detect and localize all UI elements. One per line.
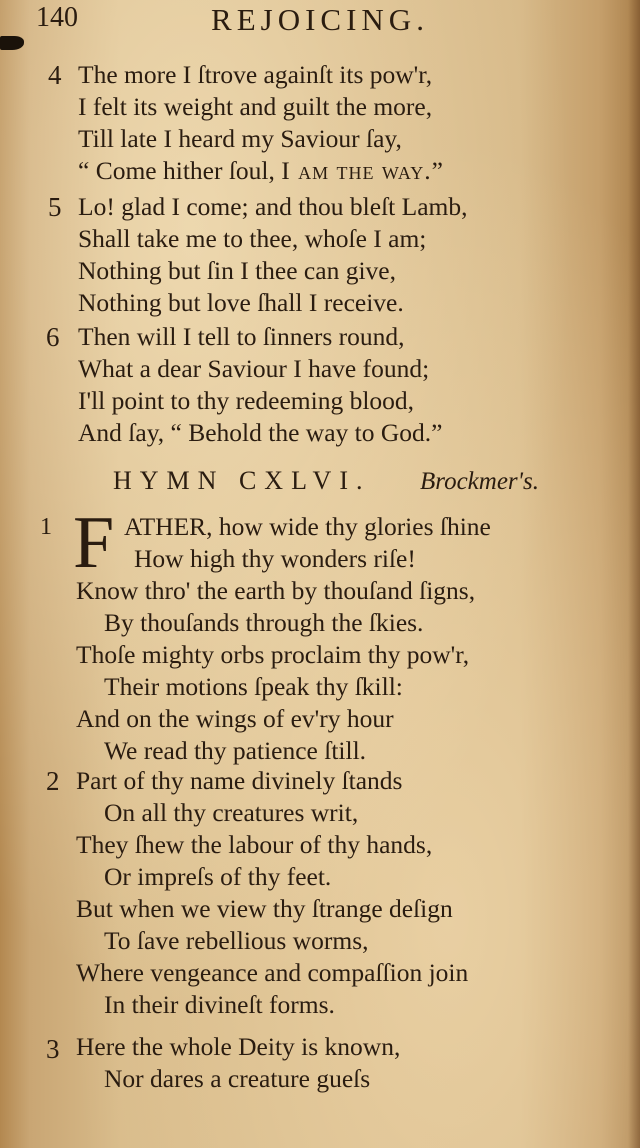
verse-line: On all thy creatures writ,: [104, 798, 359, 827]
verse-line: And ſay, “ Behold the way to God.”: [78, 418, 443, 447]
verse-line: By thouſands through the ſkies.: [104, 608, 424, 637]
verse-line: How high thy wonders riſe!: [134, 544, 416, 573]
verse-line: Or impreſs of thy feet.: [104, 862, 332, 891]
verse-line-small-caps: I am the way.: [281, 156, 432, 185]
verse-line: They ſhew the labour of thy hands,: [76, 830, 433, 859]
verse-line-post: ”: [431, 156, 443, 185]
verse-line: Nothing but ſin I thee can give,: [78, 256, 396, 285]
verse-number: 3: [46, 1034, 60, 1064]
verse-line: Shall take me to thee, whoſe I am;: [78, 224, 427, 253]
verse-line-pre: “ Come hither ſoul,: [78, 156, 282, 185]
verse-line: I'll point to thy redeeming blood,: [78, 386, 415, 415]
verse-line: Nor dares a creature gueſs: [104, 1064, 371, 1093]
verse-line: Till late I heard my Saviour ſay,: [78, 124, 402, 153]
verse-line: Part of thy name divinely ſtands: [76, 766, 403, 795]
verse-line: The more I ſtrove againſt its pow'r,: [78, 60, 433, 89]
verse-line: And on the wings of ev'ry hour: [76, 704, 394, 733]
verse-line: In their divineſt forms.: [104, 990, 335, 1019]
verse-line: Know thro' the earth by thouſand ſigns,: [76, 576, 476, 605]
hymn-tune-name: Brockmer's.: [420, 468, 539, 495]
verse-line: We read thy patience ſtill.: [104, 736, 367, 765]
verse-line: To ſave rebellious worms,: [104, 926, 369, 955]
verse-number: 1: [40, 514, 52, 540]
verse-line: Their motions ſpeak thy ſkill:: [104, 672, 403, 701]
verse-line: But when we view thy ſtrange deſign: [76, 894, 453, 923]
verse-number: 4: [48, 60, 62, 90]
verse-line: What a dear Saviour I have found;: [78, 354, 430, 383]
hymn-title: HYMN CXLVI.: [113, 466, 371, 495]
verse-line: ATHER, how wide thy glories ſhine: [124, 512, 491, 541]
drop-cap: F: [73, 502, 115, 584]
verse-line: Where vengeance and compaſſion join: [76, 958, 469, 987]
page-number: 140: [36, 2, 78, 33]
verse-line: Here the whole Deity is known,: [76, 1032, 401, 1061]
verse-line: [78, 158, 443, 184]
verse-line: Thoſe mighty orbs proclaim thy pow'r,: [76, 640, 470, 669]
verse-line: Nothing but love ſhall I receive.: [78, 288, 404, 317]
verse-number: 6: [46, 322, 60, 352]
verse-number: 5: [48, 192, 62, 222]
verse-line: I felt its weight and guilt the more,: [78, 92, 433, 121]
verse-line: Then will I tell to ſinners round,: [78, 322, 405, 351]
running-head: REJOICING.: [211, 2, 429, 37]
page-edge-shadow: [628, 0, 640, 1148]
verse-number: 2: [46, 766, 60, 796]
ink-blot-mark: [0, 36, 24, 50]
verse-line: Lo! glad I come; and thou bleſt Lamb,: [78, 192, 468, 221]
